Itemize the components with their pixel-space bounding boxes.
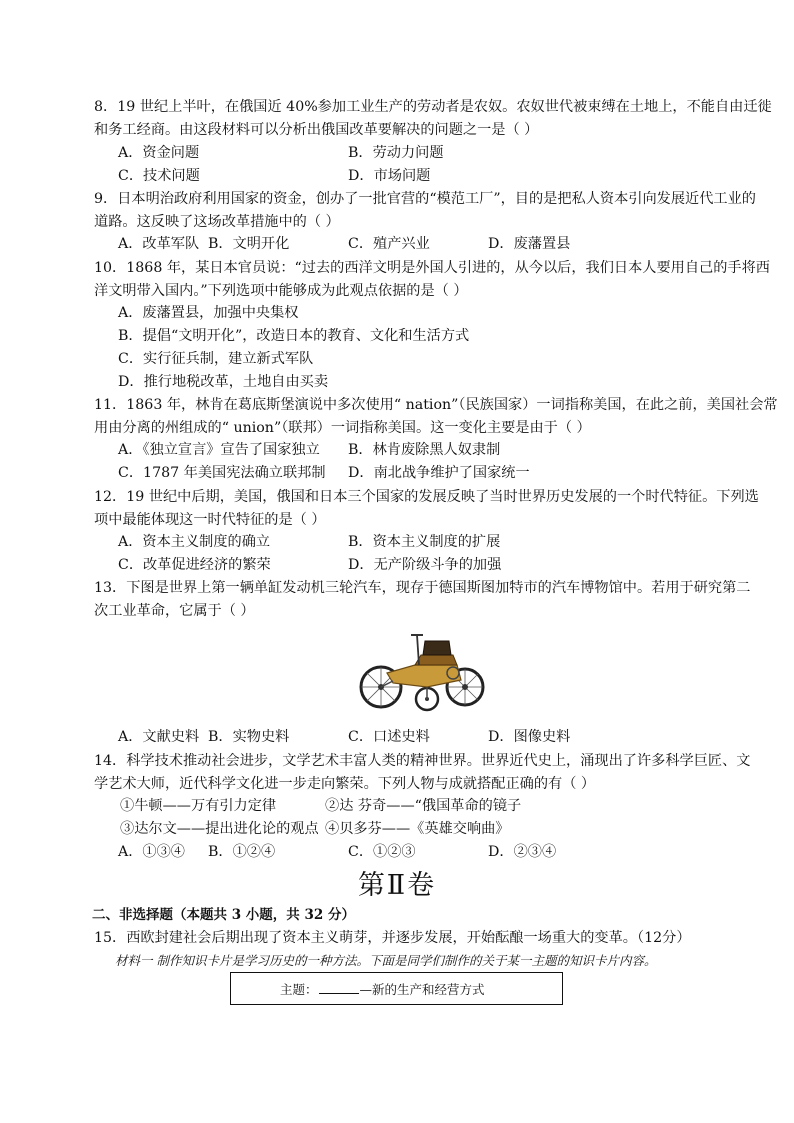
q12-option-d[interactable]: D．无产阶级斗争的加强 bbox=[348, 557, 502, 573]
section-heading: 二、非选择题（本题共 3 小题，共 32 分） bbox=[92, 907, 355, 923]
card-theme-suffix: —新的生产和经营方式 bbox=[359, 982, 485, 997]
q14-stem-line2: 学艺术大师，近代科学文化进一步走向繁荣。下列人物与成就搭配正确的有（ ） bbox=[94, 776, 596, 792]
q11-option-c[interactable]: C．1787 年美国宪法确立联邦制 bbox=[118, 465, 326, 481]
q14-item-2: ②达 芬奇——“俄国革命的镜子 bbox=[325, 798, 522, 814]
q8-option-d[interactable]: D．市场问题 bbox=[348, 168, 431, 184]
q11-stem-line2: 用由分离的州组成的“ union”（联邦）一词指称美国。这一变化主要是由于（ ） bbox=[94, 420, 591, 436]
q9-option-a[interactable]: A．改革军队 bbox=[118, 236, 200, 252]
q14-item-4: ④贝多芬——《英雄交响曲》 bbox=[325, 821, 510, 837]
q14-option-d[interactable]: D．②③④ bbox=[488, 844, 557, 860]
q13-stem-line1: 13．下图是世界上第一辆单缸发动机三轮汽车，现存于德国斯图加特市的汽车博物馆中。若用于研究第二 bbox=[94, 580, 751, 596]
q10-option-d[interactable]: D．推行地税改革，土地自由买卖 bbox=[118, 374, 329, 390]
q12-option-c[interactable]: C．改革促进经济的繁荣 bbox=[118, 557, 271, 573]
q10-stem-line2: 洋文明带入国内。”下列选项中能够成为此观点依据的是（ ） bbox=[94, 283, 468, 299]
q14-option-b[interactable]: B．①②④ bbox=[208, 844, 276, 860]
q9-stem-line2: 道路。这反映了这场改革措施中的（ ） bbox=[94, 214, 340, 230]
q10-option-b[interactable]: B．提倡“文明开化”，改造日本的教育、文化和生活方式 bbox=[118, 328, 470, 344]
q12-stem-line1: 12．19 世纪中后期，美国，俄国和日本三个国家的发展反映了当时世界历史发展的一个时代特征。下列选 bbox=[94, 489, 759, 505]
q11-option-b[interactable]: B．林肯废除黑人奴隶制 bbox=[348, 442, 501, 458]
q8-stem-line2: 和务工经商。由这段材料可以分析出俄国改革要解决的问题之一是（ ） bbox=[94, 122, 539, 138]
q10-stem-line1: 10．1868 年，某日本官员说：“过去的西洋文明是外国人引进的，从今以后，我们日本人要用自己的手将西 bbox=[94, 260, 770, 276]
q9-option-c[interactable]: C．殖产兴业 bbox=[348, 236, 430, 252]
q15-stem: 15．西欧封建社会后期出现了资本主义萌芽，并逐步发展，开始酝酿一场重大的变革。（12分） bbox=[94, 930, 691, 946]
part2-title: 第Ⅱ卷 bbox=[357, 870, 437, 901]
q12-option-b[interactable]: B．资本主义制度的扩展 bbox=[348, 534, 501, 550]
card-answer-blank[interactable] bbox=[319, 981, 359, 994]
q14-item-3: ③达尔文——提出进化论的观点 bbox=[120, 821, 319, 837]
q9-option-d[interactable]: D．废藩置县 bbox=[488, 236, 571, 252]
q11-option-a[interactable]: A．《独立宣言》宣告了国家独立 bbox=[118, 442, 320, 458]
q11-stem-line1: 11．1863 年，林肯在葛底斯堡演说中多次使用“ nation”（民族国家）一词指称美国，在此之前，美国社会常 bbox=[94, 397, 778, 413]
q13-option-b[interactable]: B．实物史料 bbox=[208, 729, 290, 745]
q8-stem-line1: 8．19 世纪上半叶，在俄国近 40%参加工业生产的劳动者是农奴。农奴世代被束缚在土地上，不能自由迁徙 bbox=[94, 99, 772, 115]
q13-option-d[interactable]: D．图像史料 bbox=[488, 729, 571, 745]
q10-option-c[interactable]: C．实行征兵制，建立新式军队 bbox=[118, 351, 314, 367]
q11-option-d[interactable]: D．南北战争维护了国家统一 bbox=[348, 465, 530, 481]
material-one-text: 材料一 制作知识卡片是学习历史的一种方法。下面是同学们制作的关于某一主题的知识卡片内容。 bbox=[115, 953, 657, 968]
q14-option-c[interactable]: C．①②③ bbox=[348, 844, 416, 860]
q9-stem-line1: 9．日本明治政府利用国家的资金，创办了一批官营的“模范工厂”，目的是把私人资本引向发展近代工业的 bbox=[94, 191, 756, 207]
q13-option-c[interactable]: C．口述史料 bbox=[348, 729, 430, 745]
q8-option-c[interactable]: C．技术问题 bbox=[118, 168, 200, 184]
q10-option-a[interactable]: A．废藩置县，加强中央集权 bbox=[118, 305, 299, 321]
q8-option-b[interactable]: B．劳动力问题 bbox=[348, 145, 444, 161]
benz-motorwagen-image bbox=[357, 625, 489, 718]
card-theme-label: 主题： bbox=[280, 982, 318, 997]
q12-option-a[interactable]: A．资本主义制度的确立 bbox=[118, 534, 271, 550]
q14-item-1: ①牛顿——万有引力定律 bbox=[120, 798, 277, 814]
q9-option-b[interactable]: B．文明开化 bbox=[208, 236, 290, 252]
knowledge-card-theme bbox=[280, 981, 485, 998]
q14-stem-line1: 14．科学技术推动社会进步，文学艺术丰富人类的精神世界。世界近代史上，涌现出了许多科学巨匠、文 bbox=[94, 753, 751, 769]
q13-option-a[interactable]: A．文献史料 bbox=[118, 729, 200, 745]
q14-option-a[interactable]: A．①③④ bbox=[118, 844, 185, 860]
q8-option-a[interactable]: A．资金问题 bbox=[118, 145, 200, 161]
q13-stem-line2: 次工业革命，它属于（ ） bbox=[94, 603, 255, 619]
q12-stem-line2: 项中最能体现这一时代特征的是（ ） bbox=[94, 512, 326, 528]
